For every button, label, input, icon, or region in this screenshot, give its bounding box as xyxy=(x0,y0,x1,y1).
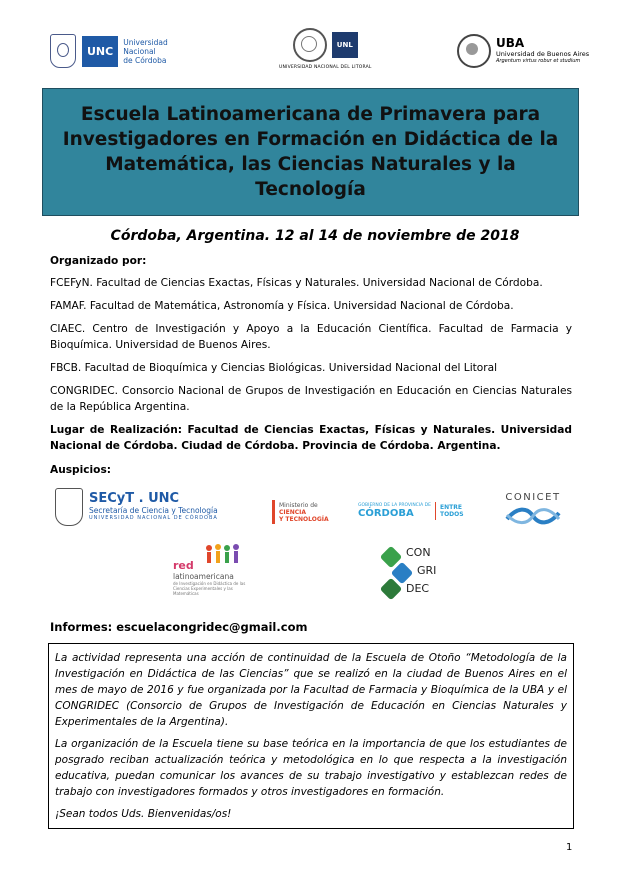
ministerio-bar-icon xyxy=(272,500,275,524)
uba-seal-icon xyxy=(457,34,491,68)
organizado-label: Organizado por: xyxy=(50,255,147,267)
organizer-item: FBCB. Facultad de Bioquímica y Ciencias Biológicas. Universidad Nacional del Litoral xyxy=(50,362,498,374)
unc-abbr: UNC xyxy=(82,36,118,67)
document-title: Escuela Latinoamericana de Primavera para Investigadores en Formación en Didáctica de la Matemática, las Ciencias Naturales y la Tecnología xyxy=(62,104,559,200)
notice-paragraph: La actividad representa una acción de continuidad de la Escuela de Otoño “Metodología de la Investigación en Didáctica de las Ciencias” que se realizó en la ciudad de Buenos Aires en el mes de mayo de 2016 y fue organizada por la Facultad de Farmacia y Bioquímica de la UBA y el CONGRIDEC (Consorcio de Grupos de Investigación de Educación en Ciencias Naturales y Experimentales de la Argentina). xyxy=(55,652,567,728)
red-latinoamericana-logo: red latinoamericana de Investigación en Didáctica de las Ciencias Experimentales y las Matemáticas xyxy=(173,545,251,596)
notice-greeting: ¡Sean todos Uds. Bienvenidas/os! xyxy=(55,808,232,820)
unl-seal-icon xyxy=(293,28,327,62)
event-date-location: Córdoba, Argentina. 12 al 14 de noviembre de 2018 xyxy=(110,228,520,244)
cordoba-logo: GOBIERNO DE LA PROVINCIA DE CÓRDOBA ENTRE TODOS xyxy=(358,503,464,519)
unl-logo xyxy=(279,28,372,70)
unc-crest-icon xyxy=(50,34,76,68)
unl-caption: UNIVERSIDAD NACIONAL DEL LITORAL xyxy=(279,65,372,70)
cordoba-separator xyxy=(435,502,436,520)
conicet-wave-icon xyxy=(503,505,563,527)
organizer-item: FAMAF. Facultad de Matemática, Astronomía y Física. Universidad Nacional de Córdoba. xyxy=(50,300,514,312)
organizer-item: FCEFyN. Facultad de Ciencias Exactas, Físicas y Naturales. Universidad Nacional de Córdoba. xyxy=(50,277,543,289)
notice-box xyxy=(48,643,574,829)
conicet-logo: CONICET xyxy=(498,492,568,531)
secyt-crest-icon xyxy=(55,488,83,526)
uba-motto: Argentum virtus robur et studium xyxy=(496,58,581,64)
unl-abbr: UNL xyxy=(332,32,358,58)
ministerio-logo: Ministerio de CIENCIA Y TECNOLOGÍA xyxy=(272,500,329,524)
organizer-item: CIAEC. Centro de Investigación y Apoyo a la Educación Científica. Facultad de Farmacia y Bioquímica. Universidad de Buenos Aires. xyxy=(50,323,572,351)
uba-name: Universidad de Buenos Aires xyxy=(496,50,590,58)
venue-text: Lugar de Realización: Facultad de Ciencias Exactas, Físicas y Naturales. Universidad Nacional de Córdoba. Ciudad de Córdoba. Provincia de Córdoba. Argentina. xyxy=(50,424,572,452)
secyt-logo: SECyT . UNC Secretaría de Ciencia y Tecnología UNIVERSIDAD NACIONAL DE CÓRDOBA xyxy=(55,488,218,526)
unc-logo xyxy=(50,34,168,68)
auspicios-label: Auspicios: xyxy=(50,464,111,476)
people-icon xyxy=(203,543,243,565)
notice-paragraph: La organización de la Escuela tiene su base teórica en la importancia de que los estudiantes de posgrado reciban actualización teórica y metodológica en lo que respecta a la investigación educativa, puedan comunicar los avances de su trabajo investigativo y establezcan redes de trabajo con investigadores formados y otros investigadores en formación. xyxy=(55,738,567,798)
unc-name: Universidad Nacional de Córdoba xyxy=(123,37,168,65)
congridec-logo: CON GRI DEC xyxy=(380,544,450,600)
organizer-item: CONGRIDEC. Consorcio Nacional de Grupos de Investigación en Educación en Ciencias Naturales de la República Argentina. xyxy=(50,385,572,413)
uba-logo xyxy=(457,34,589,68)
uba-abbr: UBA xyxy=(496,36,525,50)
title-box xyxy=(42,88,579,216)
page-number: 1 xyxy=(566,842,573,853)
informes-contact: Informes: escuelacongridec@gmail.com xyxy=(50,620,308,634)
